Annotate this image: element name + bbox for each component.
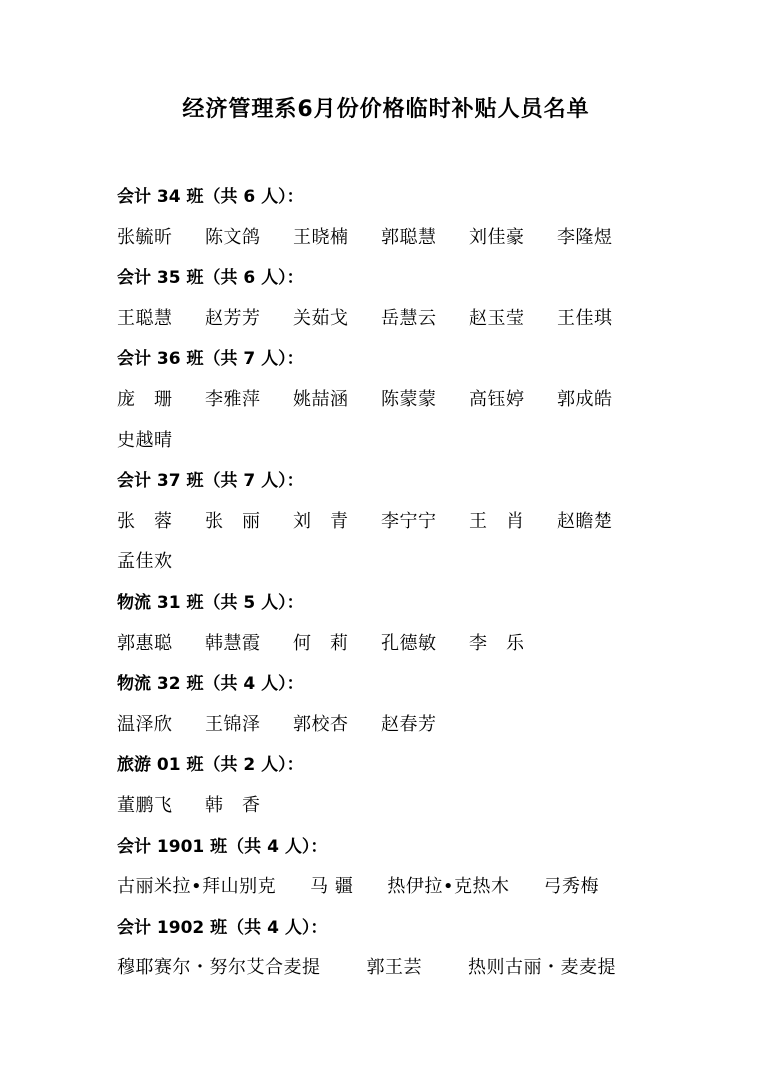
student-name: 郭校杏 (293, 713, 349, 735)
student-name: 赵瞻楚 (557, 510, 613, 532)
student-name: 韩慧霞 (205, 632, 261, 654)
class-heading: 会计 35 班（共 6 人）： (117, 268, 304, 289)
student-name: 穆耶赛尔・努尔艾合麦提 (117, 957, 321, 979)
student-name: 何 莉 (293, 632, 349, 654)
class-heading: 物流 32 班（共 4 人）： (117, 674, 304, 695)
student-name: 史越晴 (117, 429, 173, 451)
student-name: 李雅萍 (205, 388, 261, 410)
name-row (117, 421, 737, 462)
name-row (117, 786, 737, 827)
student-name: 李隆煜 (557, 226, 613, 248)
class-heading: 会计 37 班（共 7 人）： (117, 471, 304, 492)
name-row (117, 705, 737, 746)
student-name: 马 疆 (310, 876, 354, 898)
name-row (117, 299, 737, 340)
student-name: 郭王芸 (366, 957, 422, 979)
student-name: 关茹戈 (293, 307, 349, 329)
student-name: 温泽欣 (117, 713, 173, 735)
student-name: 张 蓉 (117, 510, 173, 532)
student-name: 姚喆涵 (293, 388, 349, 410)
class-list (117, 177, 737, 989)
class-heading: 会计 1902 班（共 4 人）： (117, 917, 328, 938)
student-name: 庞 珊 (117, 388, 173, 410)
class-heading: 会计 1901 班（共 4 人）： (117, 836, 328, 857)
student-name: 岳慧云 (381, 307, 437, 329)
student-name: 郭成皓 (557, 388, 613, 410)
name-row (117, 380, 737, 421)
student-name: 韩 香 (205, 794, 261, 816)
student-name: 张毓昕 (117, 226, 173, 248)
name-row (117, 542, 737, 583)
student-name: 赵春芳 (381, 713, 437, 735)
student-name: 热则古丽・麦麦提 (468, 957, 616, 979)
student-name: 弓秀梅 (543, 876, 599, 898)
student-name: 刘佳豪 (469, 226, 525, 248)
student-name: 郭惠聪 (117, 632, 173, 654)
name-row (117, 867, 737, 908)
student-name: 古丽米拉•拜山别克 (117, 876, 277, 898)
student-name: 王晓楠 (293, 226, 349, 248)
student-name: 王聪慧 (117, 307, 173, 329)
student-name: 李 乐 (469, 632, 525, 654)
student-name: 赵玉莹 (469, 307, 525, 329)
class-heading: 物流 31 班（共 5 人）： (117, 592, 304, 613)
student-name: 高钰婷 (469, 388, 525, 410)
student-name: 赵芳芳 (205, 307, 261, 329)
student-name: 王 肖 (469, 510, 525, 532)
name-row (117, 624, 737, 665)
student-name: 刘 青 (293, 510, 349, 532)
student-name: 孔德敏 (381, 632, 437, 654)
student-name: 董鹏飞 (117, 794, 173, 816)
student-name: 李宁宁 (381, 510, 437, 532)
class-heading: 会计 36 班（共 7 人）： (117, 349, 304, 370)
student-name: 王锦泽 (205, 713, 261, 735)
class-heading: 会计 34 班（共 6 人）： (117, 187, 304, 207)
class-heading: 旅游 01 班（共 2 人）： (117, 755, 304, 776)
student-name: 热伊拉•克热木 (387, 876, 510, 898)
name-row (117, 948, 737, 989)
student-name: 陈蒙蒙 (381, 388, 437, 410)
student-name: 王佳琪 (557, 307, 613, 329)
name-row (117, 218, 737, 259)
student-name: 张 丽 (205, 510, 261, 532)
student-name: 郭聪慧 (381, 226, 437, 248)
student-name: 陈文鸽 (205, 226, 261, 248)
document-title: 经济管理系6月份价格临时补贴人员名单 (182, 97, 590, 122)
name-row (117, 502, 737, 543)
student-name: 孟佳欢 (117, 551, 173, 573)
